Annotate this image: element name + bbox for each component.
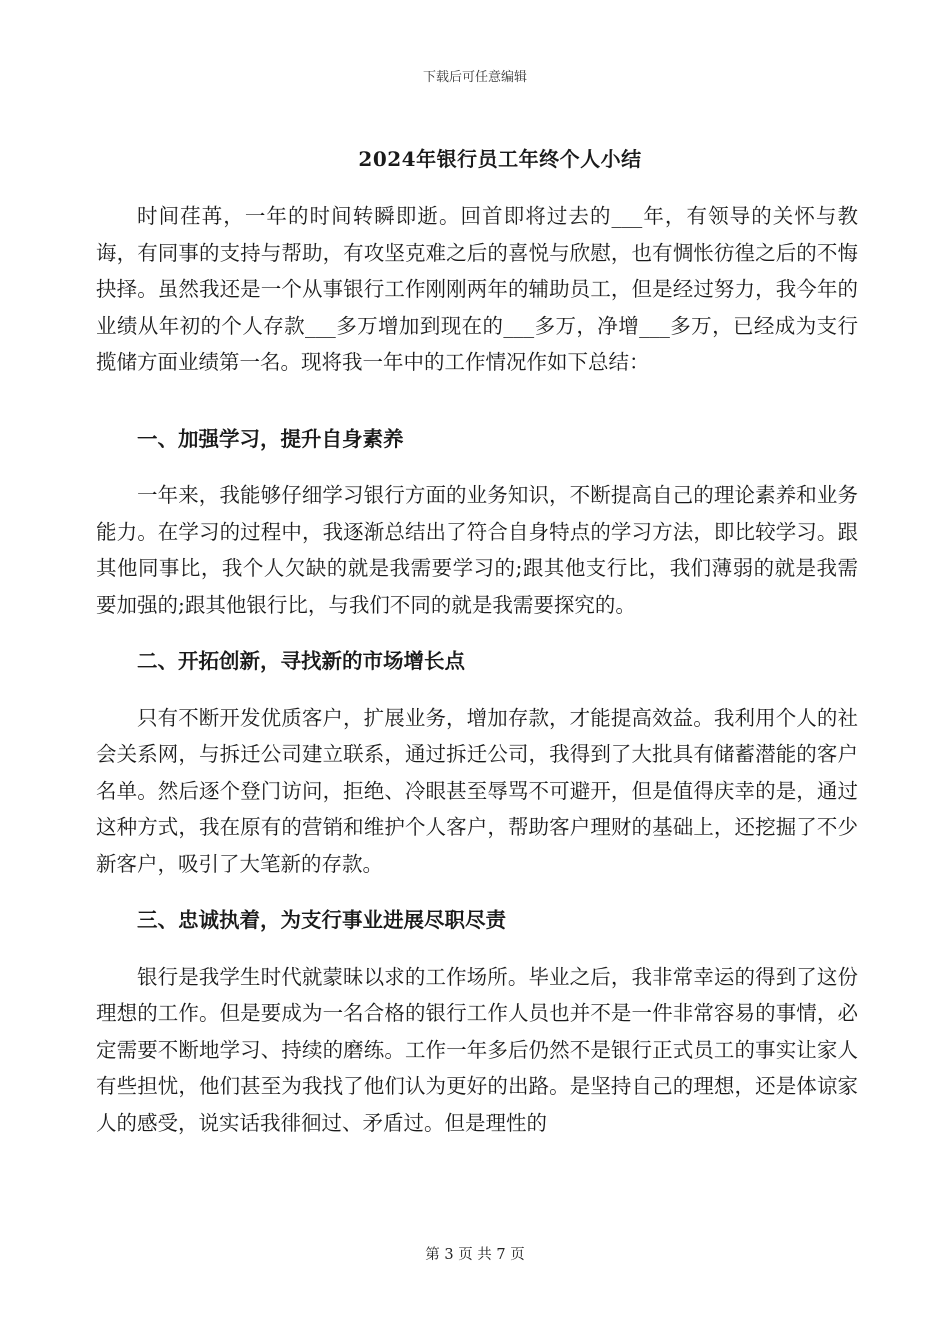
section-heading-1: 一、加强学习，提升自身素养 [137, 426, 404, 451]
section-heading-3: 三、忠诚执着，为支行事业进展尽职尽责 [137, 908, 506, 932]
section-body-3: 银行是我学生时代就蒙昧以求的工作场所。毕业之后，我非常幸运的得到了这份理想的工作。但是要成为一名合格的银行工作人员也并不是一件非常容易的事情，必定需要不断地学习、持续的磨练。工作一年多后仍然不是银行正式员工的事实让家人有些担忧，他们甚至为我找了他们认为更好的出路。是坚持自己的理想，还是体谅家人的感受，说实话我徘徊过、矛盾过。但是理性的 [96, 964, 858, 1135]
document-body [96, 198, 858, 1141]
header-note: 下载后可任意编辑 [422, 70, 527, 85]
section-heading-2: 二、开拓创新，寻找新的市场增长点 [137, 649, 465, 673]
page-number: 第 3 页 共 7 页 [425, 1247, 525, 1263]
section-body-2: 只有不断开发优质客户，扩展业务，增加存款，才能提高效益。我利用个人的社会关系网，与拆迁公司建立联系，通过拆迁公司，我得到了大批具有储蓄潜能的客户名单。然后逐个登门访问，拒绝、冷眼甚至辱骂不可避开，但是值得庆幸的是，通过这种方式，我在原有的营销和维护个人客户，帮助客户理财的基础上，还挖掘了不少新客户，吸引了大笔新的存款。 [96, 705, 858, 876]
document-title: 2024年银行员工年终个人小结 [358, 147, 642, 171]
section-body-1: 一年来，我能够仔细学习银行方面的业务知识，不断提高自己的理论素养和业务能力。在学习的过程中，我逐渐总结出了符合自身特点的学习方法，即比较学习。跟其他同事比，我个人欠缺的就是我需要学习的;跟其他支行比，我们薄弱的就是我需要加强的;跟其他银行比，与我们不同的就是我需要探究的。 [96, 483, 858, 617]
intro-paragraph: 时间荏苒，一年的时间转瞬即逝。回首即将过去的___年，有领导的关怀与教诲，有同事的支持与帮助，有攻坚克难之后的喜悦与欣慰，也有惆怅彷徨之后的不悔抉择。虽然我还是一个从事银行工作刚刚两年的辅助员工，但是经过努力，我今年的业绩从年初的个人存款___多万增加到现在的___多万，净增___多万，已经成为支行揽储方面业绩第一名。现将我一年中的工作情况作如下总结： [96, 204, 858, 374]
